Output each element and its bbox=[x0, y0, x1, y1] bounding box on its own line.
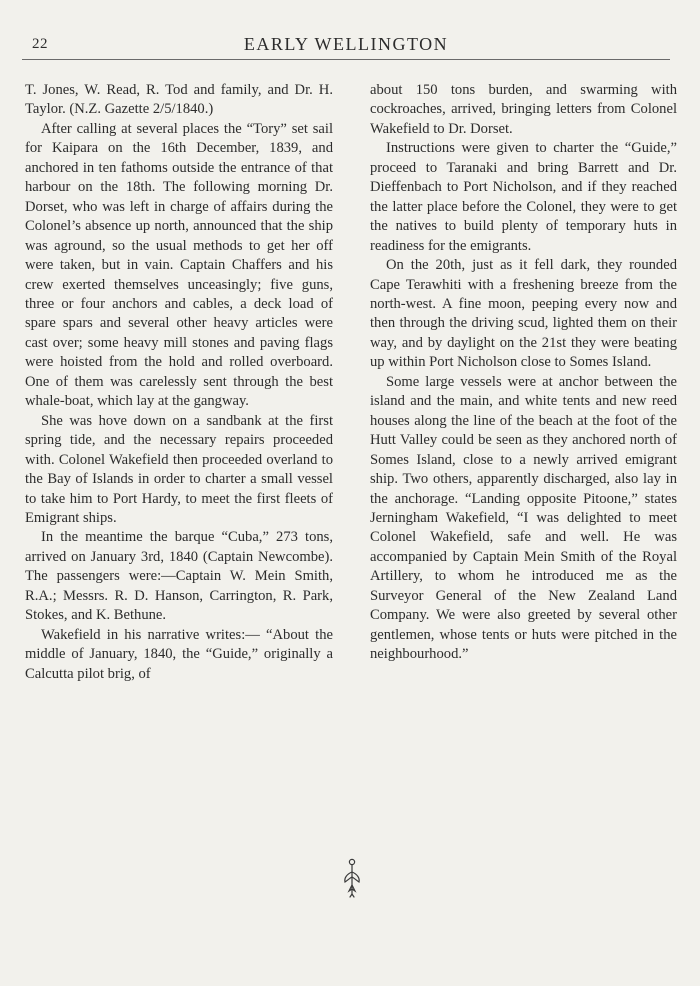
paragraph: Instructions were given to charter the “Guide,” proceed to Taranaki and bring Barrett and Dr. Dieffenbach to Port Nicholson, and if they reached the latter place before the Colonel, they were to get the natives to build plenty of temporary huts in readiness for the emigrants. bbox=[370, 140, 677, 254]
left-column bbox=[25, 81, 333, 684]
paragraph: On the 20th, just as it fell dark, they rounded Cape Terawhiti with a freshening breeze from the north-west. A fine moon, peeping every now and then through the driving scud, lighted them on their way, and by daylight on the 21st they were beating up within Port Nicholson close to Somes Island. bbox=[370, 257, 677, 371]
running-title: EARLY WELLINGTON bbox=[243, 34, 449, 54]
header-rule bbox=[22, 59, 670, 60]
paragraph: T. Jones, W. Read, R. Tod and family, and Dr. H. Taylor. (N.Z. Gazette 2/5/1840.) bbox=[25, 82, 333, 118]
page-header bbox=[22, 34, 670, 58]
paragraph: about 150 tons burden, and swarming with cockroaches, arrived, bringing letters from Colonel Wakefield to Dr. Dorset. bbox=[370, 82, 677, 137]
paragraph: Wakefield in his narrative writes:— “About the middle of January, 1840, the “Guide,” originally a Calcutta pilot brig, of bbox=[25, 626, 333, 682]
paragraph: Some large vessels were at anchor between the island and the main, and white tents and new reed houses along the line of the beach at the foot of the Hutt Valley could be seen as they anchored north of Somes Island, close to a newly arrived emigrant ship. Two others, apparently discharged, also lay in the anchorage. “Landing opposite Pitoone,” states Jerningham Wakefield, “I was delighted to meet Colonel Wakefield, safe and well. He was accompanied by Captain Mein Smith of the Royal Artillery, to whom he introduced me as the Surveyor General of the New Zealand Land Company. We were also greeted by several other gentlemen, whose tents or huts were pitched in the neighbourhood.” bbox=[370, 373, 677, 663]
paragraph: She was hove down on a sandbank at the first spring tide, and the necessary repairs proceeded with. Colonel Wakefield then proceeded overland to the Bay of Islands in order to charter a small vessel to take him to Port Hardy, to meet the first fleets of Emigrant ships. bbox=[25, 412, 333, 526]
right-column bbox=[370, 81, 677, 665]
fleuron-ornament-icon bbox=[341, 858, 363, 898]
paragraph: In the meantime the barque “Cuba,” 273 tons, arrived on January 3rd, 1840 (Captain Newcombe). The passengers were:—Captain W. Mein Smith, R.A.; Messrs. R. D. Hanson, Carrington, R. Park, Stokes, and K. Bethune. bbox=[25, 529, 333, 624]
page-number: 22 bbox=[32, 36, 48, 52]
paragraph: After calling at several places the “Tory” set sail for Kaipara on the 16th December, 1839, and anchored in ten fathoms outside the entrance of that harbour on the 18th. The following morning Dr. Dorset, who was left in charge of affairs during the Colonel’s absence up north, announced that the ship was aground, so the usual methods to get her off were taken, but in vain. Captain Chaffers and his crew exerted themselves unceasingly; five guns, three or four anchors and cables, a deck load of spare spars and several other heavy articles were cast over; some heavy mill stones and paving flags were hoisted from the hold and rolled overboard. One of them was carelessly sent through the best whale-boat, which lay at the gangway. bbox=[25, 120, 333, 410]
